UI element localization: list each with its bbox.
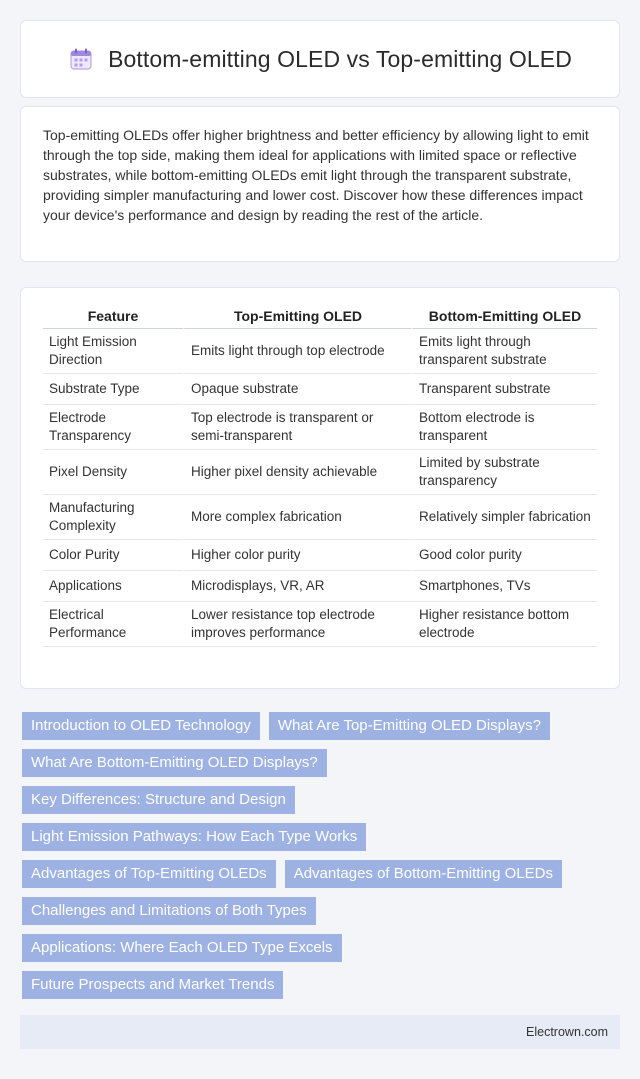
link-row	[22, 823, 618, 851]
link-row	[22, 934, 618, 962]
table-cell: Good color purity	[411, 540, 597, 571]
header-feature: Feature	[43, 304, 183, 329]
link-row	[22, 786, 618, 814]
topic-link-advantages-bottom[interactable]: Advantages of Bottom-Emitting OLEDs	[285, 860, 562, 888]
intro-text: Top-emitting OLEDs offer higher brightness and better efficiency by allowing light to emit through the top side, making them ideal for applications with limited space or reflective substrates, while bottom-emitting OLEDs emit light through the transparent substrate, providing simpler manufacturing and lower cost. Discover how these differences impact your device's performance and design by reading the rest of the article.	[43, 127, 589, 223]
footer	[20, 1015, 620, 1049]
topic-link-key-differences[interactable]: Key Differences: Structure and Design	[22, 786, 295, 814]
footer-source[interactable]: Electrown.com	[526, 1025, 608, 1039]
topic-link-challenges[interactable]: Challenges and Limitations of Both Types	[22, 897, 316, 925]
table-cell: Limited by substrate transparency	[411, 450, 597, 495]
table-cell: Microdisplays, VR, AR	[183, 571, 411, 602]
table-cell: Transparent substrate	[411, 374, 597, 405]
topic-link-light-emission[interactable]: Light Emission Pathways: How Each Type Works	[22, 823, 366, 851]
header-bottom-emitting: Bottom-Emitting OLED	[411, 304, 597, 329]
table-cell: Relatively simpler fabrication	[411, 495, 597, 540]
topic-link-applications[interactable]: Applications: Where Each OLED Type Excels	[22, 934, 342, 962]
table-cell: Applications	[43, 571, 183, 602]
title-card	[20, 20, 620, 98]
comparison-table-card	[20, 287, 620, 689]
table-row	[43, 495, 597, 540]
topic-link-advantages-top[interactable]: Advantages of Top-Emitting OLEDs	[22, 860, 276, 888]
topic-link-introduction[interactable]: Introduction to OLED Technology	[22, 712, 260, 740]
page-title: Bottom-emitting OLED vs Top-emitting OLED	[108, 45, 572, 72]
title-wrap	[68, 46, 572, 73]
link-row	[22, 971, 618, 999]
table-cell: Pixel Density	[43, 450, 183, 495]
link-row	[22, 860, 618, 888]
intro-card	[20, 106, 620, 262]
table-row	[43, 571, 597, 602]
link-row	[22, 897, 618, 925]
table-row	[43, 329, 597, 374]
table-cell: Electrode Transparency	[43, 405, 183, 450]
table-cell: Smartphones, TVs	[411, 571, 597, 602]
calendar-icon	[68, 46, 94, 72]
table-row	[43, 374, 597, 405]
table-cell: Substrate Type	[43, 374, 183, 405]
comparison-table	[43, 304, 597, 647]
topic-link-top-emitting[interactable]: What Are Top-Emitting OLED Displays?	[269, 712, 550, 740]
topic-link-future[interactable]: Future Prospects and Market Trends	[22, 971, 283, 999]
table-cell: Emits light through transparent substrate	[411, 329, 597, 374]
table-row	[43, 405, 597, 450]
link-row	[22, 749, 618, 777]
topic-link-bottom-emitting[interactable]: What Are Bottom-Emitting OLED Displays?	[22, 749, 327, 777]
table-cell: Top electrode is transparent or semi-transparent	[183, 405, 411, 450]
table-cell: More complex fabrication	[183, 495, 411, 540]
table-row	[43, 450, 597, 495]
table-cell: Bottom electrode is transparent	[411, 405, 597, 450]
table-cell: Color Purity	[43, 540, 183, 571]
header-top-emitting: Top-Emitting OLED	[183, 304, 411, 329]
link-row	[22, 712, 618, 740]
topic-links	[22, 712, 618, 1008]
table-cell: Opaque substrate	[183, 374, 411, 405]
table-cell: Light Emission Direction	[43, 329, 183, 374]
table-cell: Higher color purity	[183, 540, 411, 571]
table-cell: Higher resistance bottom electrode	[411, 602, 597, 647]
table-row	[43, 602, 597, 647]
table-cell: Manufacturing Complexity	[43, 495, 183, 540]
table-header-row	[43, 304, 597, 329]
table-cell: Emits light through top electrode	[183, 329, 411, 374]
table-cell: Higher pixel density achievable	[183, 450, 411, 495]
table-cell: Electrical Performance	[43, 602, 183, 647]
table-cell: Lower resistance top electrode improves performance	[183, 602, 411, 647]
table-row	[43, 540, 597, 571]
